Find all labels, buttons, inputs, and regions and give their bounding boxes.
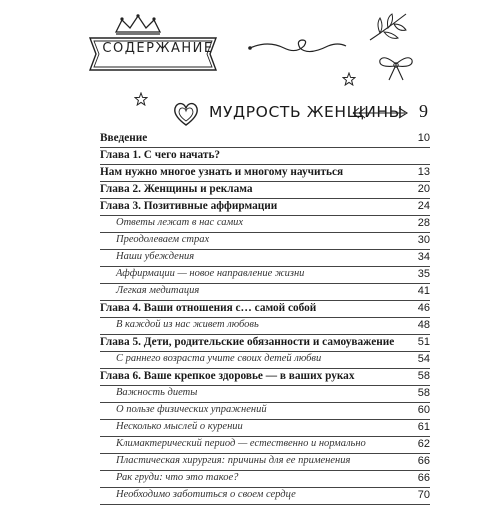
- toc-entry-page: 51: [417, 336, 430, 348]
- toc-entry-title: Важность диеты: [116, 387, 198, 398]
- toc-entry-title: Пластическая хирургия: причины для ее применения: [116, 455, 351, 466]
- star-icon: [342, 72, 356, 86]
- toc-entry-title: Глава 4. Ваши отношения с… самой собой: [100, 302, 317, 314]
- toc-subentry[interactable]: [100, 437, 430, 454]
- toc-entry-title: Глава 6. Ваше крепкое здоровье — в ваших руках: [100, 370, 355, 382]
- toc-entry-page: 58: [417, 387, 430, 399]
- toc-entry-page: 54: [417, 353, 430, 365]
- toc-subentry[interactable]: [100, 403, 430, 420]
- toc-entry-title: Легкая медитация: [116, 285, 200, 296]
- toc-entry-title: Аффирмации — новое направление жизни: [116, 268, 305, 279]
- toc-entry[interactable]: [100, 369, 430, 386]
- toc-entry-title: Глава 2. Женщины и реклама: [100, 183, 253, 195]
- toc-entry-title: Глава 3. Позитивные аффирмации: [100, 200, 278, 212]
- toc-entry-page: 28: [417, 217, 430, 229]
- heart-icon: [171, 100, 201, 128]
- toc-entry-page: 30: [417, 234, 430, 246]
- toc-entry-page: 48: [417, 319, 430, 331]
- toc-subentry[interactable]: [100, 420, 430, 437]
- toc-entry-page: 20: [417, 183, 430, 195]
- toc-subentry[interactable]: [100, 454, 430, 471]
- toc-subentry[interactable]: [100, 386, 430, 403]
- toc-entry-page: 62: [417, 438, 430, 450]
- toc-entry-page: 58: [417, 370, 430, 382]
- toc-entry-title: Ответы лежат в нас самих: [116, 217, 244, 228]
- toc-entry-title: Климактерический период — естественно и нормально: [116, 438, 366, 449]
- toc-entry-title: Несколько мыслей о курении: [116, 421, 243, 432]
- toc-entry-page: 61: [417, 421, 430, 433]
- toc-subentry[interactable]: [100, 216, 430, 233]
- toc-entry-title: Введение: [100, 132, 148, 144]
- toc-entry[interactable]: [100, 165, 430, 182]
- toc-entry-page: 24: [417, 200, 430, 212]
- toc-entry[interactable]: [100, 182, 430, 199]
- toc-entry[interactable]: [100, 335, 430, 352]
- toc-entry-page: 66: [417, 455, 430, 467]
- toc-list: [100, 131, 430, 505]
- toc-entry-page: 60: [417, 404, 430, 416]
- toc-entry-title: Необходимо заботиться о своем сердце: [116, 489, 296, 500]
- toc-entry-title: Глава 5. Дети, родительские обязанности и самоуважение: [100, 336, 395, 348]
- toc-entry-title: О пользе физических упражнений: [116, 404, 267, 415]
- toc-entry-page: 70: [417, 489, 430, 501]
- toc-entry-page: 46: [417, 302, 430, 314]
- toc-entry-title: В каждой из нас живет любовь: [116, 319, 259, 330]
- toc-entry-page: 35: [417, 268, 430, 280]
- toc-entry-title: Преодолеваем страх: [116, 234, 210, 245]
- toc-entry[interactable]: [100, 148, 430, 165]
- swirl-flourish-icon: [248, 36, 348, 58]
- toc-entry[interactable]: [100, 131, 430, 148]
- toc-subentry[interactable]: [100, 233, 430, 250]
- toc-entry-title: Рак груди: что это такое?: [116, 472, 239, 483]
- toc-entry[interactable]: [100, 301, 430, 318]
- toc-entry-page: 41: [417, 285, 430, 297]
- arrow-icon: [351, 106, 409, 120]
- toc-subentry[interactable]: [100, 352, 430, 369]
- toc-entry-title: Глава 1. С чего начать?: [100, 149, 221, 161]
- toc-subentry[interactable]: [100, 267, 430, 284]
- toc-entry-title: С раннего возраста учите своих детей любви: [116, 353, 322, 364]
- toc-subentry[interactable]: [100, 318, 430, 335]
- toc-subentry[interactable]: [100, 488, 430, 505]
- toc-entry[interactable]: [100, 199, 430, 216]
- toc-entry-title: Нам нужно многое узнать и многому научиться: [100, 166, 344, 178]
- toc-entry-page: 34: [417, 251, 430, 263]
- section-heading: [165, 98, 430, 128]
- section-page-number: 9: [419, 101, 428, 121]
- toc-entry-title: Наши убеждения: [116, 251, 195, 262]
- bow-icon: [376, 52, 416, 82]
- star-icon: [134, 92, 148, 106]
- toc-entry-page: 10: [417, 132, 430, 144]
- toc-subentry[interactable]: [100, 471, 430, 488]
- leaf-sprig-icon: [366, 10, 410, 44]
- contents-title: СОДЕРЖАНИЕ: [102, 41, 214, 56]
- toc-subentry[interactable]: [100, 284, 430, 301]
- contents-banner: [78, 14, 228, 88]
- toc-entry-page: 13: [417, 166, 430, 178]
- toc-entry-page: 66: [417, 472, 430, 484]
- section-title: МУДРОСТЬ ЖЕНЩИНЫ: [209, 103, 403, 121]
- toc-subentry[interactable]: [100, 250, 430, 267]
